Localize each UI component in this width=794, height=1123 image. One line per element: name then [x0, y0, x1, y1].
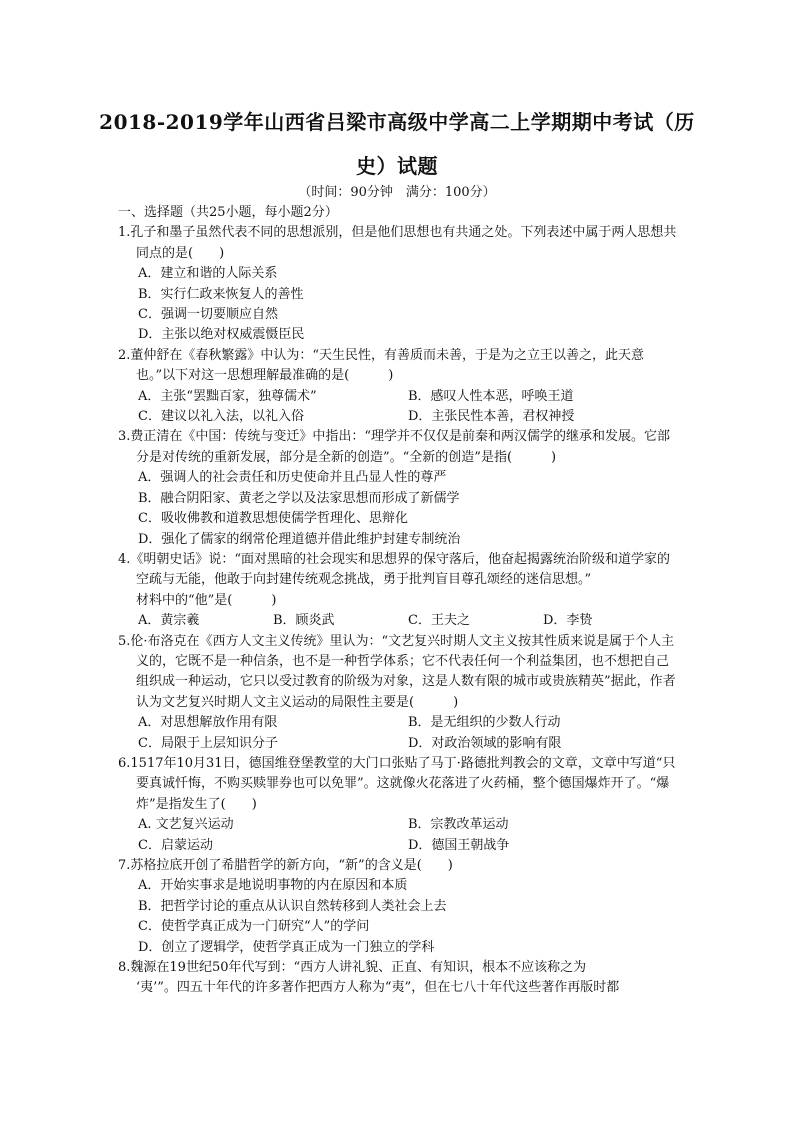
option-d: D．德国王朝战争: [408, 837, 510, 853]
option-a: A．开始实事求是地说明事物的内在原因和本质: [138, 878, 408, 894]
option-a: A. 文艺复兴运动: [138, 817, 234, 833]
question-text: 2.董仲舒在《春秋繁露》中认为：“天生民性，有善质而未善，于是为之立王以善之，此天意也。”以下对这一思想理解最准确的是( ): [118, 347, 645, 384]
option-c: C．王夫之: [408, 613, 470, 629]
option-a: A．建立和谐的人际关系: [138, 266, 278, 282]
question-4: [118, 550, 678, 632]
option-b: B．实行仁政来恢复人的善性: [138, 286, 304, 302]
question-text: 7.苏格拉底开创了希腊哲学的新方向，“新”的含义是( ): [118, 858, 453, 873]
option-a: A．对思想解放作用有限: [138, 715, 278, 731]
option-row: [118, 407, 678, 427]
exam-body: [118, 203, 678, 999]
question-text-tail: ‘夷’”。四五十年代的许多著作把西方人称为“夷”，但在七八十年代这些著作再版时都: [136, 980, 620, 996]
question-text: 8.魏源在19世纪50年代写到：“西方人讲礼貌、正直、有知识，根本不应该称之为: [118, 960, 587, 976]
exam-subtitle: （时间：90分钟 满分：100分）: [298, 185, 496, 200]
option-d: D．创立了逻辑学，使哲学真正成为一门独立的学科: [138, 939, 435, 955]
option-row: [118, 713, 678, 733]
option-c: C．建议以礼入法，以礼入俗: [138, 409, 304, 425]
question-3: [118, 427, 678, 549]
option-c: C．启蒙运动: [138, 837, 213, 853]
option-d: D．主张以绝对权威震慑臣民: [138, 327, 305, 343]
option-b: B．是无组织的少数人行动: [408, 715, 561, 731]
option-a: A．主张“罢黜百家，独尊儒术”: [138, 388, 317, 404]
section-heading: 一、选择题（共25小题，每小题2分）: [118, 205, 338, 220]
option-c: C．强调一切要顺应自然: [138, 307, 278, 323]
option-c: C．吸收佛教和道教思想使儒学哲理化、思辩化: [138, 511, 408, 527]
question-6: [118, 754, 678, 856]
option-d: D．强化了儒家的纲常伦理道德并借此维护封建专制统治: [138, 531, 461, 547]
option-row: [118, 611, 678, 631]
question-text: 1.孔子和墨子虽然代表不同的思想派别，但是他们思想也有共通之处。下列表述中属于两人思想共同点的是( ): [118, 225, 677, 261]
option-row: [118, 815, 678, 835]
option-b: B．宗教改革运动: [408, 817, 509, 833]
question-text: 5.伦·布洛克在《西方人文主义传统》里认为：“文艺复兴时期人文主义按其性质来说是属于个人主义的，它既不是一种信条，也不是一种哲学体系；它不代表任何一个利益集团，也不想把自己组织成一种运动，它只以受过教育的阶级为对象，这是人数有限的城市或贵族精英”据此，作者认为文艺复兴时期人文主义运动的局限性主要是( ): [118, 633, 676, 710]
option-d: D．对政治领域的影响有限: [408, 735, 562, 751]
option-b: B．感叹人性本恶，呼唤王道: [408, 388, 574, 404]
option-c: C．使哲学真正成为一门研究“人”的学问: [138, 919, 370, 935]
option-a: A．强调人的社会责任和历史使命并且凸显人性的尊严: [138, 470, 447, 486]
option-b: B．融合阴阳家、黄老之学以及法家思想而形成了新儒学: [138, 490, 460, 506]
option-d: D．李贽: [543, 613, 593, 629]
question-text: 3.费正清在《中国：传统与变迁》中指出：“理学并不仅仅是前秦和两汉儒学的继承和发展。它部分是对传统的重新发展，部分是全新的创造”。“全新的创造”是指( ): [118, 429, 671, 465]
question-text: 4.《明朝史话》说：“面对黑暗的社会现实和思想界的保守落后，他奋起揭露统治阶级和道学家的空疏与无能，他敢于向封建传统观念挑战，勇于批判盲目尊孔颂经的迷信思想。”: [118, 551, 671, 588]
question-text-tail: 材料中的“他”是( ): [136, 592, 277, 608]
option-b: B．把哲学讨论的重点从认识自然转移到人类社会上去: [138, 898, 447, 914]
option-d: D．主张民性本善，君权神授: [408, 409, 575, 425]
exam-title: 2018-2019学年山西省吕梁市高级中学高二上学期期中考试（历史）试题: [99, 110, 695, 178]
option-row: [118, 734, 678, 754]
question-8: [118, 958, 678, 999]
question-2: [118, 346, 678, 428]
option-row: [118, 387, 678, 407]
option-a: A．黄宗羲: [138, 613, 200, 629]
option-b: B．顾炎武: [273, 613, 335, 629]
question-1: [118, 223, 678, 345]
question-7: [118, 856, 678, 958]
question-text: 6.1517年10月31日，德国维登堡教堂的大门口张贴了马丁·路德批判教会的文章，文章中写道“只要真诚忏悔，不购买赎罪券也可以免罪”。这就像火花落进了火药桶，整个德国爆炸开了。“爆炸”是指发生了( ): [118, 755, 676, 812]
option-c: C．局限于上层知识分子: [138, 735, 278, 751]
option-row: [118, 836, 678, 856]
question-5: [118, 632, 678, 754]
